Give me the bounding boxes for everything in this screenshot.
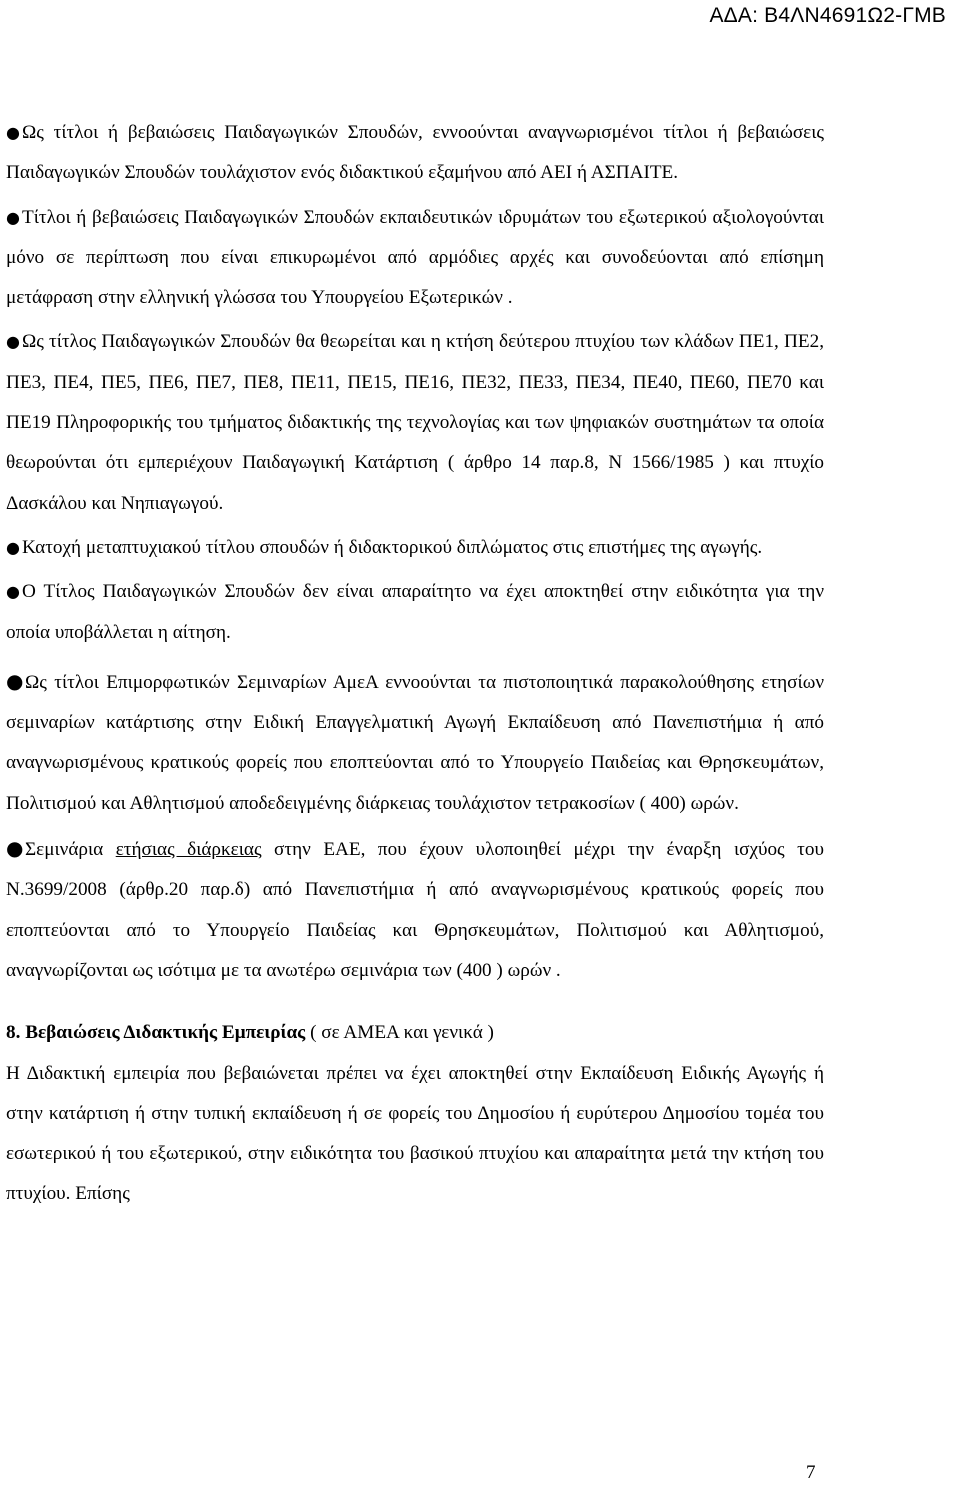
bullet-text-after: στην ΕΑΕ, που έχουν υλοποιηθεί μέχρι την έναρξη ισχύος του Ν.3699/2008 (άρθρ.20 παρ.δ) από Πανεπιστήμια ή από αναγνωρισμένους κρατικούς φορείς που εποπτεύονται από το Υπουργείο Παιδείας και Θρησκευμάτων, Πολιτισμού και Αθλητισμού, αναγνωρίζονται ως ισότιμα με τα ανωτέρω σεμινάρια των (400 ) ωρών .	[6, 839, 824, 981]
document-body	[6, 113, 824, 1215]
section-subtitle: ( σε ΑΜΕΑ και γενικά )	[305, 1022, 494, 1044]
bullet-paragraph-7	[6, 828, 824, 991]
ada-header: ΑΔΑ: Β4ΛΝ4691Ω2-ΓΜΒ	[709, 4, 946, 27]
bullet-text: Ο Τίτλος Παιδαγωγικών Σπουδών δεν είναι απαραίτητο να έχει αποκτηθεί στην ειδικότητα για την οποία υποβάλλεται η αίτηση.	[6, 581, 824, 643]
bullet-paragraph-5	[6, 572, 824, 653]
underlined-text: ετήσιας διάρκειας	[115, 839, 262, 861]
bullet-icon: ●	[6, 537, 20, 557]
bullet-text: Τίτλοι ή βεβαιώσεις Παιδαγωγικών Σπουδών εκπαιδευτικών ιδρυμάτων του εξωτερικού αξιολογούνται μόνο σε περίπτωση που είναι επικυρωμένοι από αρμόδιες αρχές και συνοδεύονται από επίσημη μετάφραση στην ελληνική γλώσσα του Υπουργείου Εξωτερικών .	[6, 206, 824, 309]
bullet-text-before: Σεμινάρια	[25, 839, 116, 861]
section-body: Η Διδακτική εμπειρία που βεβαιώνεται πρέπει να έχει αποκτηθεί στην Εκπαίδευση Ειδικής Αγωγής ή στην κατάρτιση ή στην τυπική εκπαίδευση ή σε φορείς του Δημοσίου ή ευρύτερου Δημοσίου τομέα του εσωτερικού ή του εξωτερικού, στην ειδικότητα του βασικού πτυχίου και απαραίτητα μετά την κτήση του πτυχίου. Επίσης	[6, 1062, 824, 1205]
bullet-paragraph-2	[6, 198, 824, 319]
bullet-paragraph-6	[6, 661, 824, 824]
bullet-icon: ●	[6, 123, 20, 142]
bullet-icon: ●	[6, 582, 20, 602]
page-number: 7	[806, 1462, 816, 1483]
bullet-icon: ●	[6, 836, 24, 861]
bullet-text: Κατοχή μεταπτυχιακού τίτλου σπουδών ή διδακτορικού διπλώματος στις επιστήμες της αγωγής.	[22, 536, 763, 558]
bullet-text: Ως τίτλοι ή βεβαιώσεις Παιδαγωγικών Σπουδών, εννοούνται αναγνωρισμένοι τίτλοι ή βεβαιώσεις Παιδαγωγικών Σπουδών τουλάχιστον ενός διδακτικού εξαμήνου από ΑΕΙ ή ΑΣΠΑΙΤΕ.	[6, 122, 824, 184]
bullet-paragraph-4	[6, 528, 824, 568]
bullet-icon: ●	[6, 207, 20, 227]
section-title: 8. Βεβαιώσεις Διδακτικής Εμπειρίας	[6, 1022, 306, 1044]
section-heading	[6, 1013, 824, 1053]
bullet-text: Ως τίτλος Παιδαγωγικών Σπουδών θα θεωρείται και η κτήση δεύτερου πτυχίου των κλάδων ΠΕ1, ΠΕ2, ΠΕ3, ΠΕ4, ΠΕ5, ΠΕ6, ΠΕ7, ΠΕ8, ΠΕ11, ΠΕ15, ΠΕ16, ΠΕ32, ΠΕ33, ΠΕ34, ΠΕ40, ΠΕ60, ΠΕ70 και ΠΕ19 Πληροφορικής του τμήματος διδακτικής της τεχνολογίας και των ψηφιακών συστημάτων τα οποία θεωρούνται ότι εμπεριέχουν Παιδαγωγική Κατάρτιση ( άρθρο 14 παρ.8, Ν 1566/1985 ) και πτυχίο Δασκάλου και Νηπιαγωγού.	[6, 331, 824, 514]
bullet-icon: ●	[6, 668, 24, 693]
bullet-text: Ως τίτλοι Επιμορφωτικών Σεμιναρίων ΑμεΑ εννοούνται τα πιστοποιητικά παρακολούθησης ετησίων σεμιναρίων κατάρτισης στην Ειδική Επαγγελματική Αγωγή Εκπαίδευση από Πανεπιστήμια ή από αναγνωρισμένους κρατικούς φορείς που εποπτεύονται από το Υπουργείο Παιδείας και Θρησκευμάτων, Πολιτισμού και Αθλητισμού αποδεδειγμένης διάρκειας τουλάχιστον τετρακοσίων ( 400) ωρών.	[6, 671, 824, 814]
bullet-paragraph-1	[6, 113, 824, 194]
bullet-icon: ●	[6, 332, 20, 352]
bullet-paragraph-3	[6, 322, 824, 523]
